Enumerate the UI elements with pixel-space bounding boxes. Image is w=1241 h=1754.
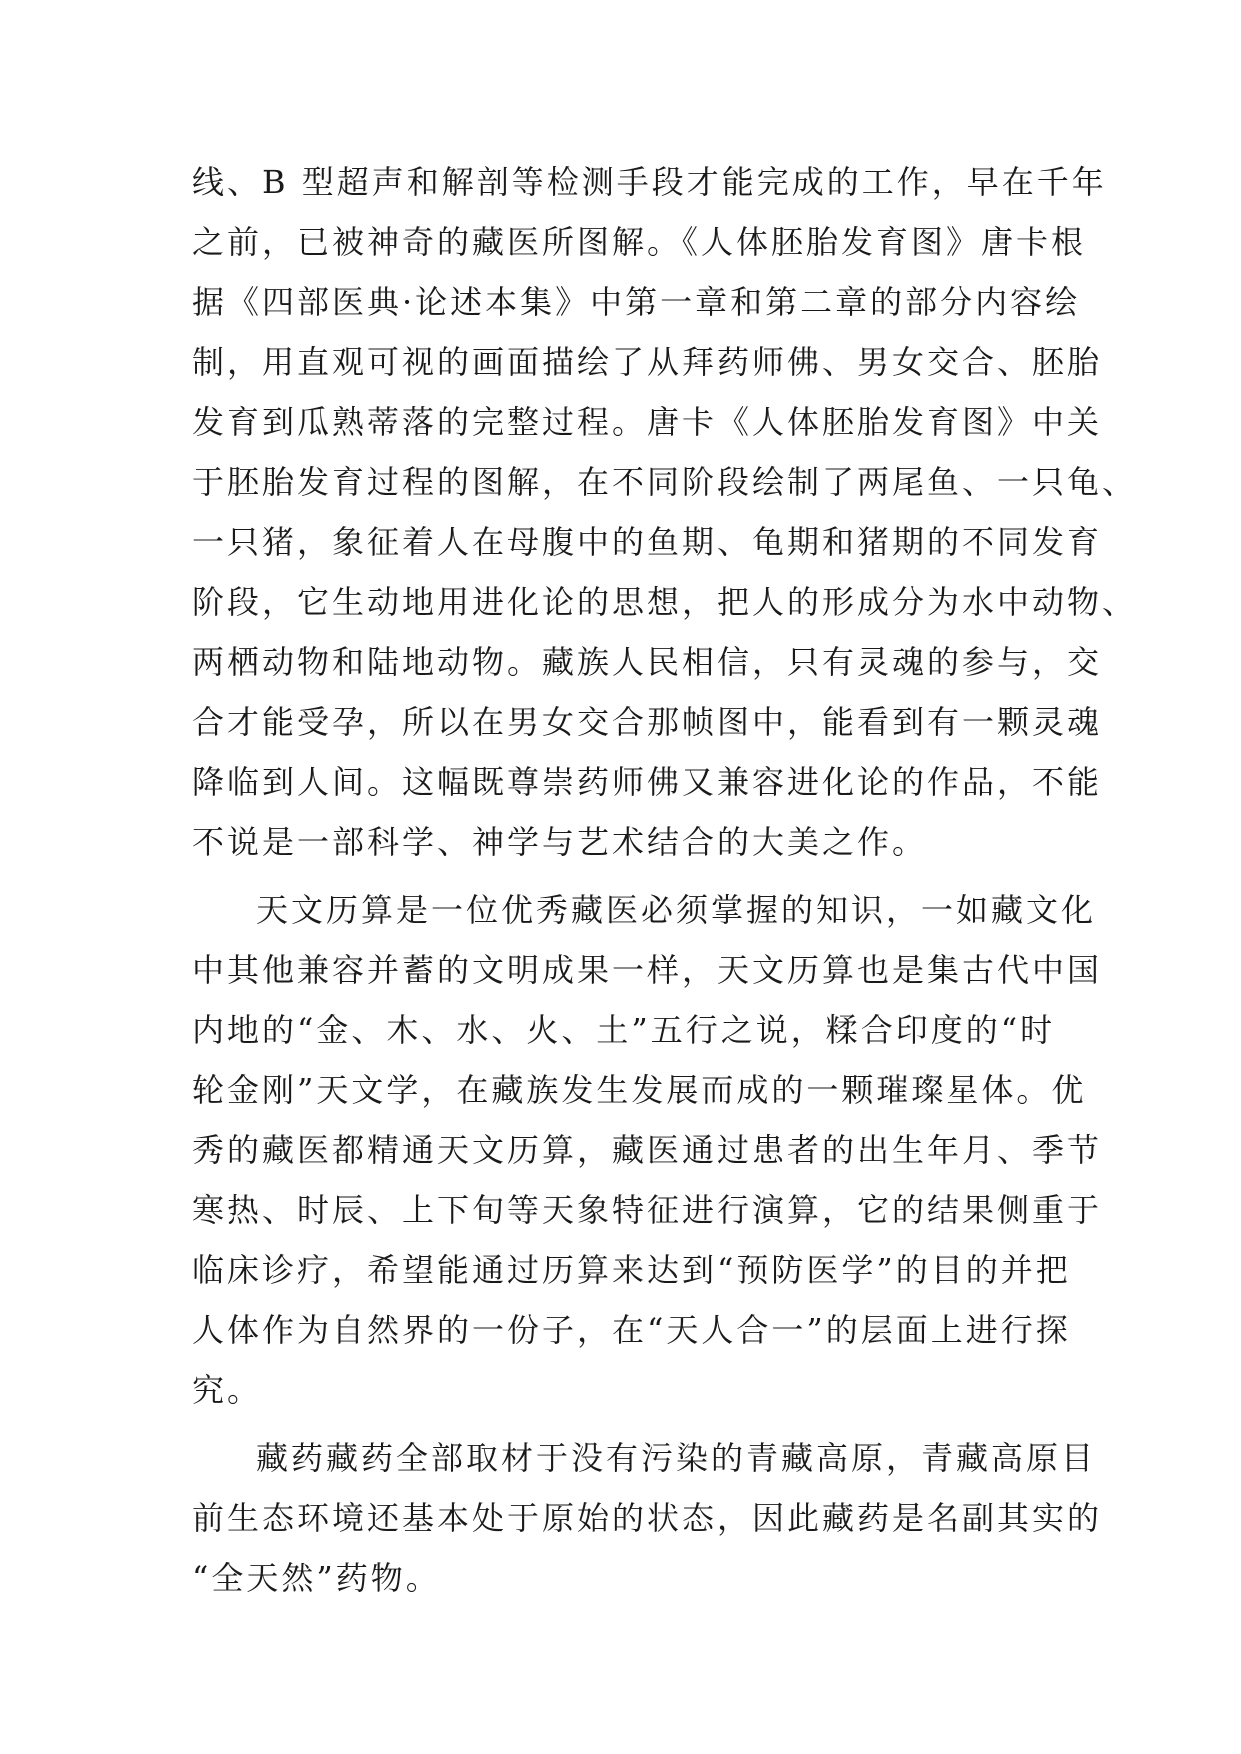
text-line: 发育到瓜熟蒂落的完整过程。唐卡《人体胚胎发育图》中关 (192, 403, 1103, 441)
text-line: 合才能受孕，所以在男女交合那帧图中，能看到有一颗灵魂 (192, 703, 1103, 741)
body-text (192, 152, 1138, 1608)
text-line: 阶段，它生动地用进化论的思想，把人的形成分为水中动物、 (192, 583, 1138, 621)
text-line: 天文历算是一位优秀藏医必须掌握的知识，一如藏文化 (256, 891, 1097, 929)
text-line: 一只猪，象征着人在母腹中的鱼期、龟期和猪期的不同发育 (192, 523, 1103, 561)
text-line: 制，用直观可视的画面描绘了从拜药师佛、男女交合、胚胎 (192, 343, 1103, 381)
text-line: 秀的藏医都精通天文历算，藏医通过患者的出生年月、季节 (192, 1131, 1103, 1169)
text-line: 于胚胎发育过程的图解，在不同阶段绘制了两尾鱼、一只龟、 (192, 463, 1138, 501)
text-line: 寒热、时辰、上下旬等天象特征进行演算，它的结果侧重于 (192, 1191, 1103, 1229)
text-line: 临床诊疗，希望能通过历算来达到“预防医学”的目的并把 (192, 1251, 1071, 1289)
text-line: 之前，已被神奇的藏医所图解。《人体胚胎发育图》唐卡根 (192, 223, 1087, 261)
paragraph-gap (192, 872, 1054, 880)
paragraph-embryo-thangka (192, 152, 1138, 872)
text-line: 中其他兼容并蓄的文明成果一样，天文历算也是集古代中国 (192, 951, 1103, 989)
paragraph-astronomy-calendar (192, 880, 1103, 1420)
text-line: 不说是一部科学、神学与艺术结合的大美之作。 (192, 823, 928, 861)
text-line: “全天然”药物。 (192, 1559, 441, 1597)
text-line: 藏药藏药全部取材于没有污染的青藏高原，青藏高原目 (256, 1439, 1097, 1477)
text-line: 内地的“金、木、水、火、土”五行之说，糅合印度的“时 (192, 1011, 1056, 1049)
text-line: 两栖动物和陆地动物。藏族人民相信，只有灵魂的参与，交 (192, 643, 1103, 681)
text-line: 前生态环境还基本处于原始的状态，因此藏药是名副其实的 (192, 1499, 1103, 1537)
text-line: 线、B 型超声和解剖等检测手段才能完成的工作，早在千年 (192, 163, 1107, 201)
text-line: 人体作为自然界的一份子，在“天人合一”的层面上进行探 (192, 1311, 1071, 1349)
paragraph-gap (192, 1420, 1054, 1428)
text-line: 轮金刚”天文学，在藏族发生发展而成的一颗璀璨星体。优 (192, 1071, 1087, 1109)
text-line: 据《四部医典·论述本集》中第一章和第二章的部分内容绘 (192, 283, 1081, 321)
paragraph-tibetan-medicine (192, 1428, 1103, 1608)
text-line: 降临到人间。这幅既尊崇药师佛又兼容进化论的作品，不能 (192, 763, 1103, 801)
text-line: 究。 (192, 1371, 263, 1409)
